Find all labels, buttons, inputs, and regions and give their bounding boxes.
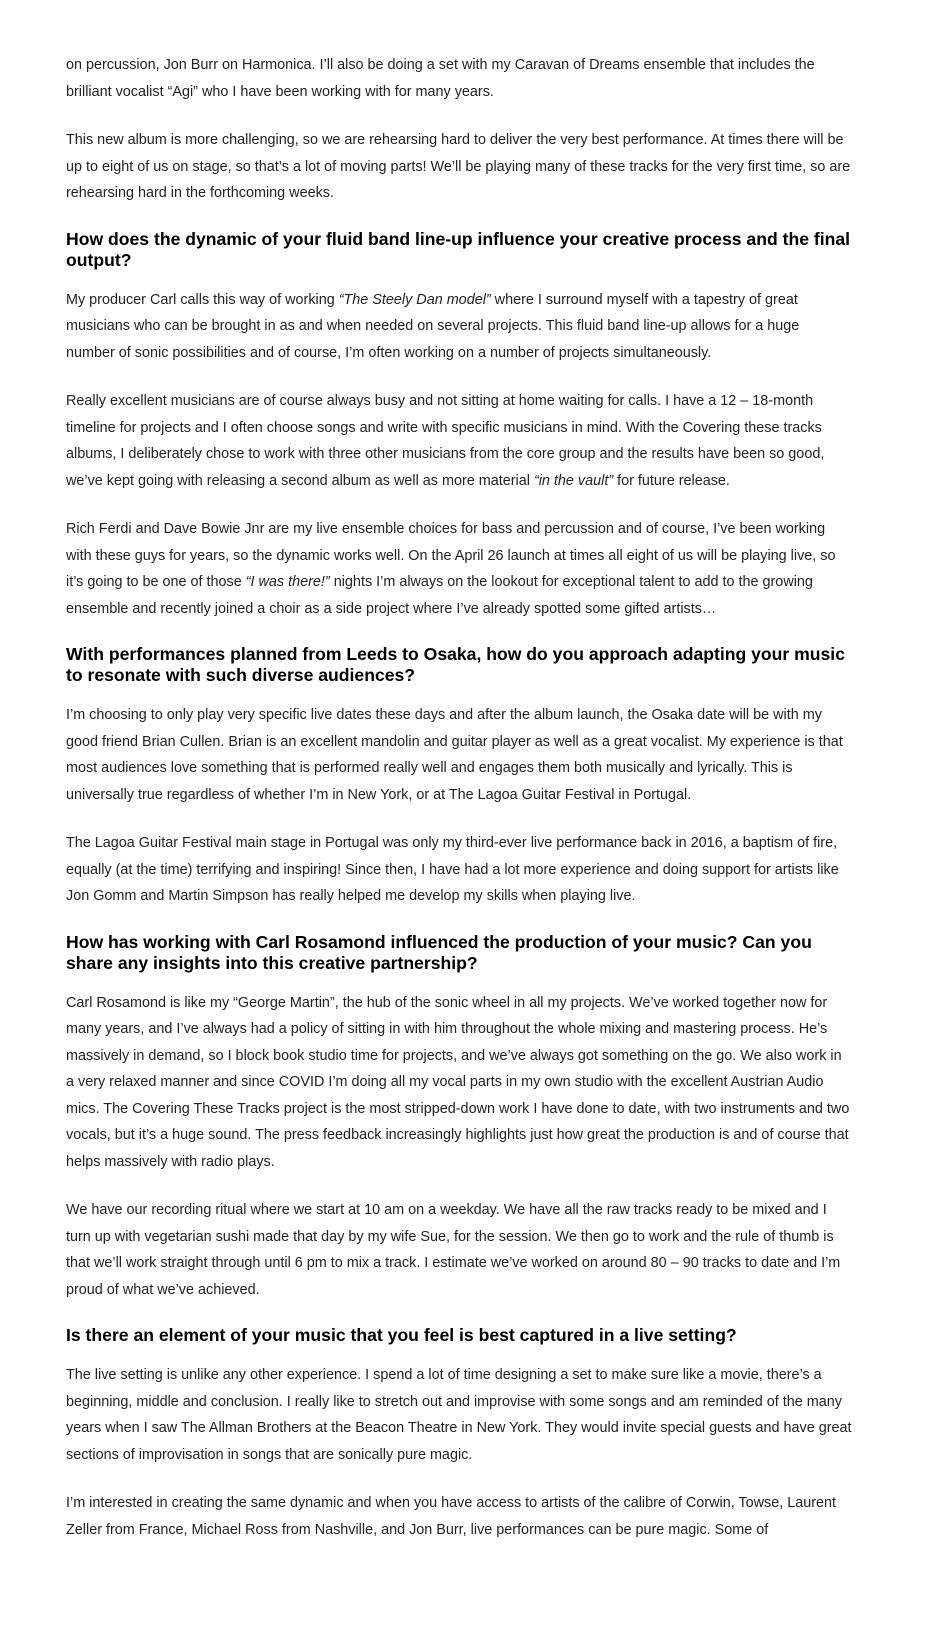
paragraph [66, 990, 852, 1176]
text-segment: My producer Carl calls this way of working [66, 291, 339, 308]
paragraph [66, 830, 852, 910]
italic-quote: “The Steely Dan model” [338, 291, 491, 308]
question-heading [66, 932, 852, 974]
paragraph [66, 516, 852, 622]
text-segment: I’m interested in creating the same dynamic and when you have access to artists of the calibre of Corwin, Towse, Laurent Zeller from France, Michael Ross from Nashville, and Jon Burr, live performances can be pure magic. Some of [66, 1495, 837, 1538]
text-segment: This new album is more challenging, so we are rehearsing hard to deliver the very best performance. At times there will be up to eight of us on stage, so that’s a lot of moving parts! We’ll be playing many of these tracks for the very first time, so are rehearsing hard in the forthcoming weeks. [66, 132, 851, 201]
paragraph [66, 1197, 852, 1303]
text-segment: where I surround myself with a tapestry of great musicians who can be brought in as and when needed on several projects. This fluid band line-up allows for a huge number of sonic possibilities and of course, I’m often working on a number of projects simultaneously. [66, 291, 800, 361]
text-segment: The Lagoa Guitar Festival main stage in Portugal was only my third-ever live performance back in 2016, a baptism of fire, equally (at the time) terrifying and inspiring! Since then, I have had a lot more experience and doing support for artists like Jon Gomm and Martin Simpson has really helped me develop my skills when playing live. [66, 835, 839, 904]
paragraph [66, 1362, 852, 1468]
paragraph [66, 702, 852, 808]
paragraph [66, 388, 852, 494]
heading-text: How does the dynamic of your fluid band line-up influence your creative process and the final output? [66, 228, 851, 270]
italic-quote: “I was there!” [245, 574, 330, 590]
text-segment: nights I’m always on the lookout for exceptional talent to add to the growing ensemble and recently joined a choir as a side project where I’ve already spotted some gifted artists… [66, 574, 813, 617]
question-heading [66, 644, 852, 686]
text-segment: Really excellent musicians are of course always busy and not sitting at home waiting for calls. I have a 12 – 18-month timeline for projects and I often choose songs and write with specific musicians in mind. With the Covering these tracks albums, I deliberately chose to work with three other musicians from the core group and the results have been so good, we’ve kept going with releasing a second album as well as more material [66, 393, 825, 489]
heading-text: Is there an element of your music that you feel is best captured in a live setting? [66, 1325, 737, 1345]
paragraph [66, 287, 852, 367]
text-segment: We have our recording ritual where we start at 10 am on a weekday. We have all the raw tracks ready to be mixed and I turn up with vegetarian sushi made that day by my wife Sue, for the session. We then go to work and the rule of thumb is that we’ll work straight through until 6 pm to mix a track. I estimate we’ve worked on around 80 – 90 tracks to date and I’m proud of what we’ve achieved. [66, 1202, 841, 1298]
italic-quote: “in the vault” [533, 472, 614, 489]
text-segment: on percussion, Jon Burr on Harmonica. I’ll also be doing a set with my Caravan of Dreams ensemble that includes the brilliant vocalist “Agi” who I have been working with for many years. [66, 57, 815, 100]
paragraph [66, 1490, 852, 1543]
text-segment: The live setting is unlike any other experience. I spend a lot of time designing a set to make sure like a movie, there’s a beginning, middle and conclusion. I really like to stretch out and improvise with some songs and am reminded of the many years when I saw The Allman Brothers at the Beacon Theatre in New York. They would invite special guests and have great sections of improvisation in songs that are sonically pure magic. [66, 1367, 852, 1463]
paragraph [66, 127, 852, 207]
heading-text: With performances planned from Leeds to Osaka, how do you approach adapting your music to resonate with such diverse audiences? [66, 644, 845, 685]
question-heading [66, 229, 852, 271]
text-segment: Carl Rosamond is like my “George Martin”, the hub of the sonic wheel in all my projects. We’ve worked together now for many years, and I’ve always had a policy of sitting in with him throughout the whole mixing and mastering process. He’s massively in demand, so I block book studio time for projects, and we’ve always got something on the go. We also work in a very relaxed manner and since COVID I’m doing all my vocal parts in my own studio with the excellent Austrian Audio mics. The Covering These Tracks project is the most stripped-down work I have done to date, with two instruments and two vocals, but it’s a huge sound. The press feedback increasingly highlights just how great the production is and of course that helps massively with radio plays. [66, 994, 850, 1170]
paragraph [66, 52, 852, 105]
heading-text: How has working with Carl Rosamond influenced the production of your music? Can you share any insights into this creative partnership? [66, 931, 812, 973]
text-segment: Rich Ferdi and Dave Bowie Jnr are my live ensemble choices for bass and percussion and of course, I’ve been working with these guys for years, so the dynamic works well. On the April 26 launch at times all eight of us will be playing live, so it’s going to be one of those [66, 521, 836, 590]
text-segment: for future release. [613, 472, 730, 489]
question-heading [66, 1325, 852, 1346]
text-segment: I’m choosing to only play very specific live dates these days and after the album launch, the Osaka date will be with my good friend Brian Cullen. Brian is an excellent mandolin and guitar player as well as a great vocalist. My experience is that most audiences love something that is performed really well and engages them both musically and lyrically. This is universally true regardless of whether I’m in New York, or at The Lagoa Guitar Festival in Portugal. [66, 707, 843, 803]
